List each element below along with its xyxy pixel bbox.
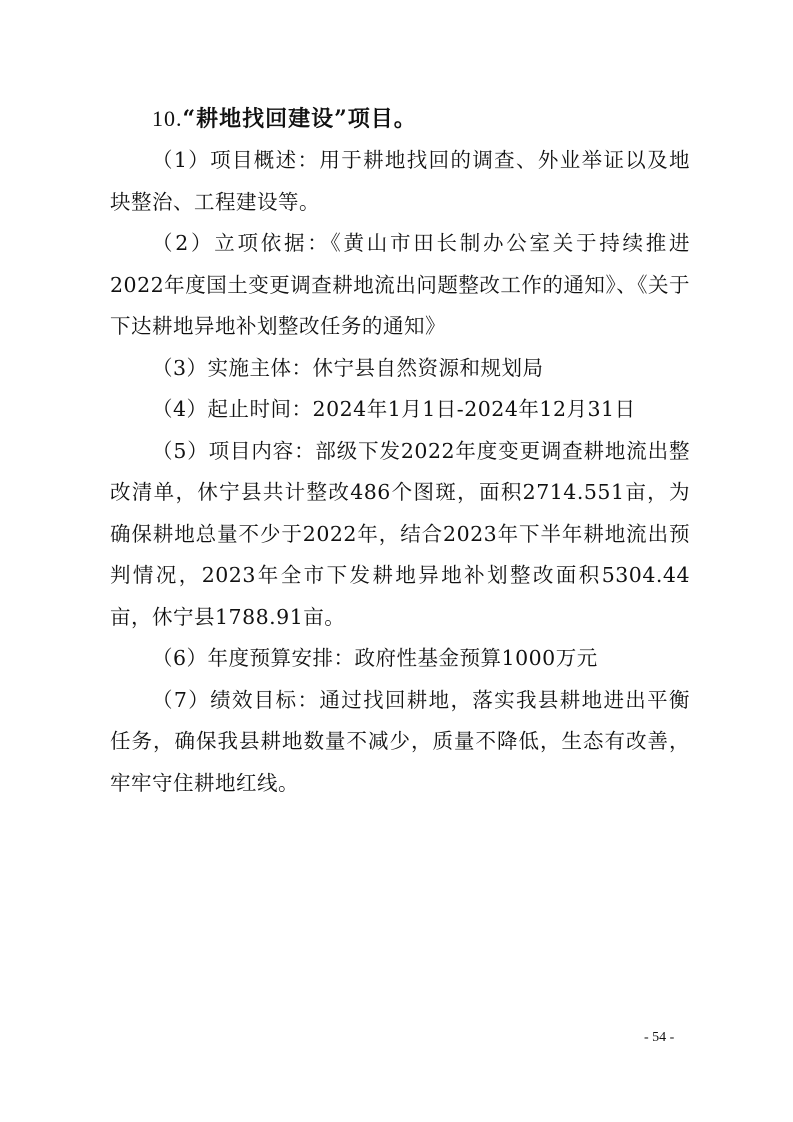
section-number: 10. (152, 106, 183, 131)
paragraph-implementer: （3）实施主体：休宁县自然资源和规划局 (152, 355, 544, 380)
paragraph-period: （4）起止时间：2024年1月1日-2024年12月31日 (152, 397, 636, 421)
paragraph-goals: （7）绩效目标：通过找回耕地，落实我县耕地进出平衡任务，确保我县耕地数量不减少，质量不降低，生态有改善，牢牢守住耕地红线。 (110, 687, 690, 795)
paragraph-budget: （6）年度预算安排：政府性基金预算1000万元 (152, 646, 598, 670)
paragraph-content: （5）项目内容：部级下发2022年度变更调查耕地流出整改清单，休宁县共计整改486个图斑，面积2714.551亩，为确保耕地总量不少于2022年，结合2023年下半年耕地流出预判情况，2023年全市下发耕地异地补划整改面积5304.44亩，休宁县1788.91亩。 (110, 438, 690, 629)
paragraph-basis: （2）立项依据：《黄山市田长制办公室关于持续推进2022年度国土变更调查耕地流出问题整改工作的通知》、《关于下达耕地异地补划整改任务的通知》 (110, 231, 690, 338)
section-title: “耕地找回建设”项目。 (182, 106, 417, 132)
body-text (110, 140, 690, 804)
section-heading (152, 102, 417, 133)
page-number: - 54 - (644, 1030, 675, 1045)
paragraph-overview: （1）项目概述：用于耕地找回的调查、外业举证以及地块整治、工程建设等。 (110, 148, 690, 214)
